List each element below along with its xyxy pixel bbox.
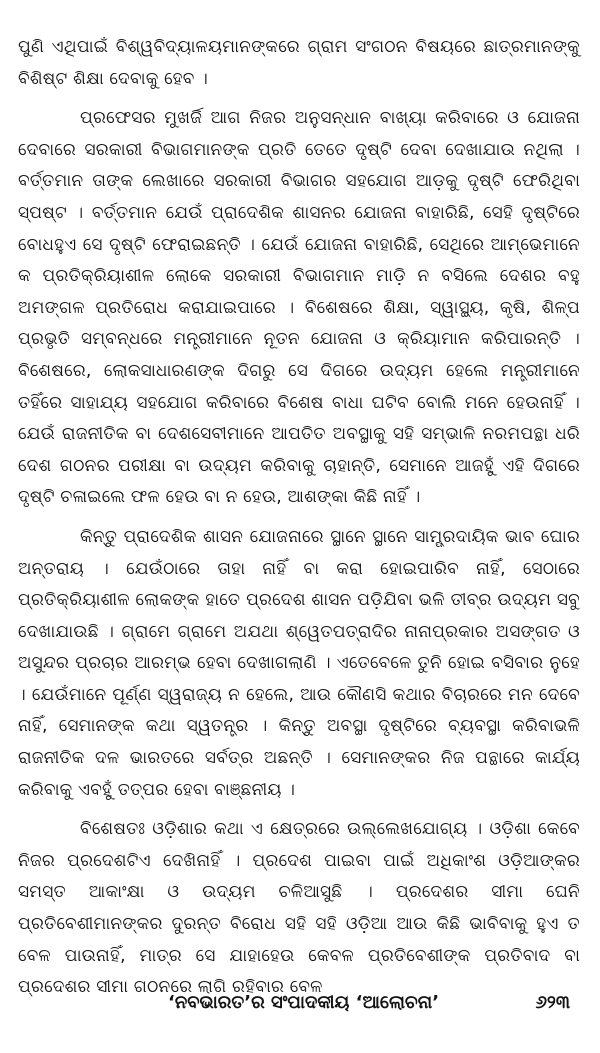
paragraph-1: ପୁଣି ଏଥିପାଇଁ ବିଶ୍ୱବିଦ୍ୟାଳୟମାନଙ୍କରେ ଗ୍ରାମ ସଂଗଠନ ବିଷୟରେ ଛାତ୍ରମାନଙ୍କୁ ବିଶିଷ୍ଟ ଶିକ୍ଷା ଦେବାକୁ ହେବ । bbox=[18, 37, 580, 89]
paragraph-2: ପ୍ରଫେସର ମୁଖର୍ଜି ଆଗ ନିଜର ଅନୁସନ୍ଧାନ ବାଖ୍ୟା କରିବାରେ ଓ ଯୋଜନା ଦେବାରେ ସରକାରୀ ବିଭାଗମାନଙ୍କ ପ୍ରତି ତେତେ ଦୃଷ୍ଟି ଦେବା ଦେଖାଯାଉ ନଥିଲା । ବର୍ତ୍ତମାନ ତାଙ୍କ ଲେଖାରେ ସରକାରୀ ବିଭାଗର ସହଯୋଗ ଆଡ଼କୁ ଦୃଷ୍ଟି ଫେରିଥିବା ସ୍ପଷ୍ଟ । ବର୍ତ୍ତମାନ ଯେଉଁ ପ୍ରାଦେଶିକ ଶାସନର ଯୋଜନା ବାହାରିଛି, ସେହି ଦୃଷ୍ଟିରେ ବୋଧହୁଏ ସେ ଦୃଷ୍ଟି ଫେରାଇଛନ୍ତି । ଯେଉଁ ଯୋଜନା ବାହାରିଛି, ସେଥିରେ ଆମ୍ଭେମାନେ କ ପ୍ରତିକ୍ରିୟାଶୀଳ ଲୋକେ ସରକାରୀ ବିଭାଗମାନ ମାଡ଼ି ନ ବସିଲେ ଦେଶର ବହୁ ଅମଙ୍ଗଳ ପ୍ରତିରୋଧ କରାଯାଇପାରେ । ବିଶେଷରେ ଶିକ୍ଷା, ସ୍ୱାସ୍ଥ୍ୟ, କୃଷି, ଶିଳ୍ପ ପ୍ରଭୃତି ସମ୍ବନ୍ଧରେ ମନ୍ତ୍ରୀମାନେ ନୂତନ ଯୋଜନା ଓ କ୍ରିୟାମାନ କରିପାରନ୍ତି । ବିଶେଷରେ, ଲୋକସାଧାରଣଙ୍କ ଦିଗରୁ ସେ ଦିଗରେ ଉଦ୍ୟମ ହେଲେ ମନ୍ତ୍ରୀମାନେ ତହିଁରେ ସାହାଯ୍ୟ ସହଯୋଗ କରିବାରେ ବିଶେଷ ବାଧା ଘଟିବ ବୋଲି ମନେ ହେଉନାହିଁ । ଯେଉଁ ରାଜନୀତିକ ବା ଦେଶସେବୀମାନେ ଆପତିତ ଅବସ୍ଥାକୁ ସହି ସମ୍ଭାଳି ନରମପନ୍ଥା ଧରି ଦେଶ ଗଠନର ପରୀକ୍ଷା ବା ଉଦ୍ୟମ କରିବାକୁ ଚାହାନ୍ତି, ସେମାନେ ଆଜହୁଁ ଏହି ଦିଗରେ ଦୃଷ୍ଟି ଚଳାଇଲେ ଫଳ ହେଉ ବା ନ ହେଉ, ଆଶଙ୍କା କିଛି ନାହିଁ । bbox=[18, 108, 580, 508]
page-number: ୬୨୩ bbox=[535, 992, 570, 1013]
body-text bbox=[18, 32, 580, 1004]
page-footer bbox=[0, 992, 600, 1026]
running-footer-title: ‘ନବଭାରତ’ର ସଂପାଦକୀୟ ‘ଆଲୋଚନା’ bbox=[168, 992, 440, 1013]
paragraph-3: କିନ୍ତୁ ପ୍ରାଦେଶିକ ଶାସନ ଯୋଜନାରେ ସ୍ଥାନେ ସ୍ଥାନେ ସାମ୍ପ୍ରଦାୟିକ ଭାବ ଘୋର ଅନ୍ତରାୟ । ଯେଉଁଠାରେ ତାହା ନାହିଁ ବା କରା ହୋଇପାରିବ ନାହିଁ, ସେଠାରେ ପ୍ରତିକ୍ରିୟାଶୀଳ ଲୋକଙ୍କ ହାତେ ପ୍ରଦେଶ ଶାସନ ପଡ଼ିଯିବା ଭଳି ତୀବ୍ର ଉଦ୍ୟମ ସବୁ ଦେଖାଯାଉଛି । ଗ୍ରାମେ ଗ୍ରାମେ ଅଯଥା ଶ୍ୱେତପତ୍ରାଦିର ନାନାପ୍ରକାର ଅସଙ୍ଗତ ଓ ଅସୁନ୍ଦର ପ୍ରଚାର ଆରମ୍ଭ ହେବା ଦେଖାଗଲାଣି । ଏତେବେଳେ ତୁନି ହୋଇ ବସିବାର ନୁହେ । ଯେଉଁମାନେ ପୂର୍ଣ୍ଣ ସ୍ୱରାଜ୍ୟ ନ ହେଲେ, ଆଉ କୌଣସି କଥାର ବିଚାରରେ ମନ ଦେବେ ନାହିଁ, ସେମାନଙ୍କ କଥା ସ୍ୱତନ୍ତ୍ର । କିନ୍ତୁ ଅବସ୍ଥା ଦୃଷ୍ଟିରେ ବ୍ୟବସ୍ଥା କରିବାଭଳି ରାଜନୀତିକ ଦଳ ଭାରତରେ ସର୍ବତ୍ର ଅଛନ୍ତି । ସେମାନଙ୍କର ନିଜ ପନ୍ଥାରେ କାର୍ଯ୍ୟ କରିବାକୁ ଏବହୁଁ ତତ୍ପର ହେବା ବାଞ୍ଛନୀୟ । bbox=[18, 526, 580, 800]
paragraph-4: ବିଶେଷତଃ ଓଡ଼ିଶାର କଥା ଏ କ୍ଷେତ୍ରରେ ଉଲ୍ଲେଖଯୋଗ୍ୟ । ଓଡ଼ିଶା କେବେ ନିଜର ପ୍ରଦେଶଟିଏ ଦେଖିନାହିଁ । ପ୍ରଦେଶ ପାଇବା ପାଇଁ ଅଧିକାଂଶ ଓଡ଼ିଆଙ୍କର ସମସ୍ତ ଆକାଂକ୍ଷା ଓ ଉଦ୍ୟମ ଚଳିଆସୁଛି । ପ୍ରଦେଶର ସୀମା ଘେନି ପ୍ରତିବେଶୀମାନଙ୍କର ଦୁରନ୍ତ ବିରୋଧ ସହି ସହି ଓଡ଼ିଆ ଆଉ କିଛି ଭାବିବାକୁ ହୁଏ ତ ବେଳ ପାଉନାହିଁ, ମାତ୍ର ସେ ଯାହାହେଉ କେବଳ ପ୍ରତିବେଶୀଙ୍କ ପ୍ରତିବାଦ ବା ପ୍ରଦେଶର ସୀମା ଗଠନରେ ଲାଗି ରହିବାର ବେଳ bbox=[18, 819, 580, 998]
